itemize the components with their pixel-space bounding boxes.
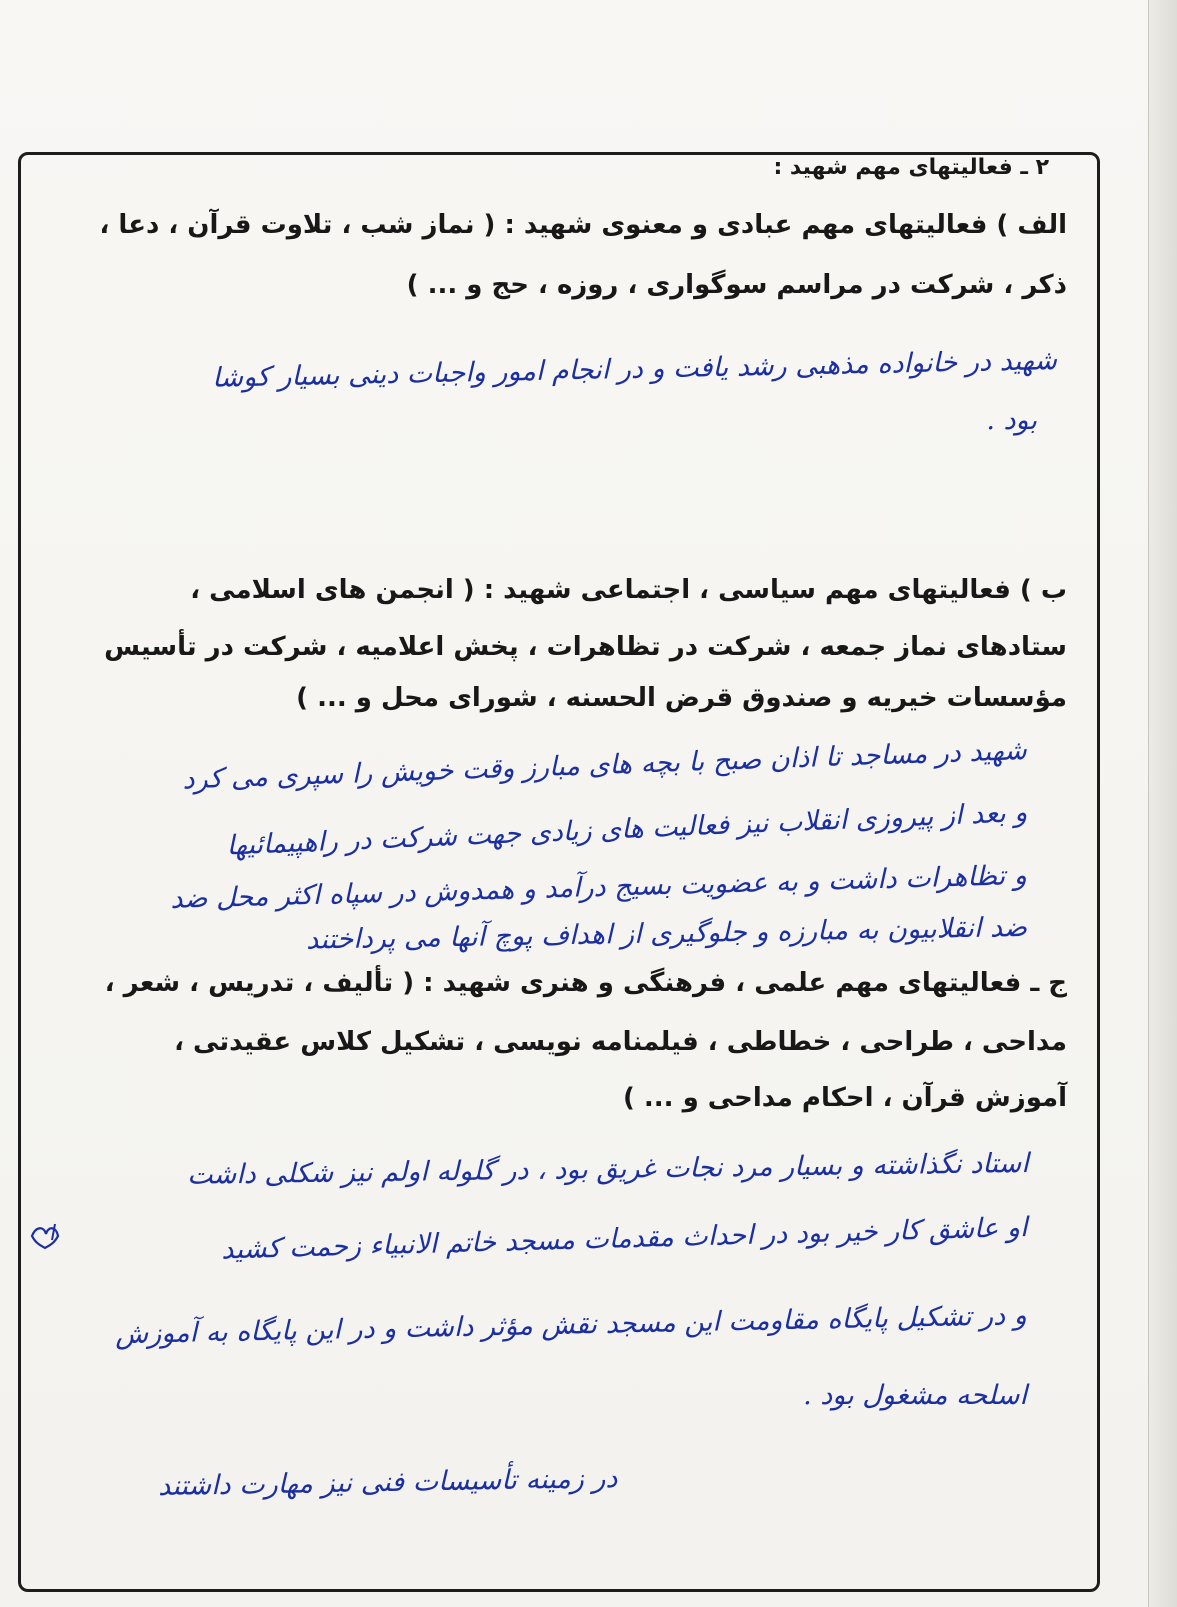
section-b-handwritten-4: ضد انقلابیون به مبارزه و جلوگیری از اهداف پوچ آنها می پرداختند: [305, 912, 1028, 956]
section-b-line-2: ستادهای نماز جمعه ، شرکت در تظاهرات ، پخش اعلامیه ، شرکت در تأسیس: [104, 632, 1067, 662]
section-a-handwritten-1: شهید در خانواده مذهبی رشد یافت و در انجام امور واجبات دینی بسیار کوشا: [211, 345, 1058, 394]
section-c-handwritten-3: و در تشکیل پایگاه مقاومت این مسجد نقش مؤثر داشت و در این پایگاه به آموزش: [115, 1300, 1028, 1351]
section-c-line-3: آموزش قرآن ، احکام مداحی و ... ): [622, 1083, 1067, 1113]
section-b-handwritten-3: و تظاهرات داشت و به عضویت بسیج درآمد و همدوش در سپاه اکثر محل ضد: [170, 860, 1028, 915]
section-b-handwritten-1: شهید در مساجد تا اذان صبح با بچه های مبارز وقت خویش را سپری می کرد: [182, 735, 1028, 796]
section-a-line-1: الف ) فعالیتهای مهم عبادی و معنوی شهید : ( نماز شب ، تلاوت قرآن ، دعا ،: [99, 210, 1067, 240]
section-c-handwritten-1: استاد نگذاشته و بسیار مرد نجات غریق بود ، در گلوله اولم نیز شکلی داشت: [187, 1148, 1030, 1191]
section-b-line-1: ب ) فعالیتهای مهم سیاسی ، اجتماعی شهید : ( انجمن های اسلامی ،: [190, 575, 1067, 605]
section-b-handwritten-2: و بعد از پیروزی انقلاب نیز فعالیت های زیادی جهت شرکت در راهپیمائیها: [225, 797, 1028, 862]
margin-scribble-icon: [28, 1222, 62, 1250]
section-c-handwritten-2: او عاشق کار خیر بود در احداث مقدمات مسجد خاتم الانبیاء زحمت کشید: [220, 1212, 1028, 1266]
page-edge-shadow: [1148, 0, 1177, 1607]
section-c-handwritten-5: در زمینه تأسیسات فنی نیز مهارت داشتند: [157, 1463, 618, 1503]
section-c-handwritten-4: اسلحه مشغول بود .: [803, 1380, 1027, 1411]
section-a-handwritten-2: بود .: [986, 405, 1037, 436]
section-b-line-3: مؤسسات خیریه و صندوق قرض الحسنه ، شورای محل و ... ): [296, 683, 1067, 713]
section-c-line-2: مداحی ، طراحی ، خطاطی ، فیلمنامه نویسی ، تشکیل کلاس عقیدتی ،: [174, 1027, 1067, 1057]
section-c-line-1: ج ـ فعالیتهای مهم علمی ، فرهنگی و هنری شهید : ( تألیف ، تدریس ، شعر ،: [104, 968, 1067, 998]
section-heading: ۲ ـ فعالیتهای مهم شهید :: [773, 155, 1049, 180]
section-a-line-2: ذکر ، شرکت در مراسم سوگواری ، روزه ، حج و ... ): [406, 270, 1067, 300]
